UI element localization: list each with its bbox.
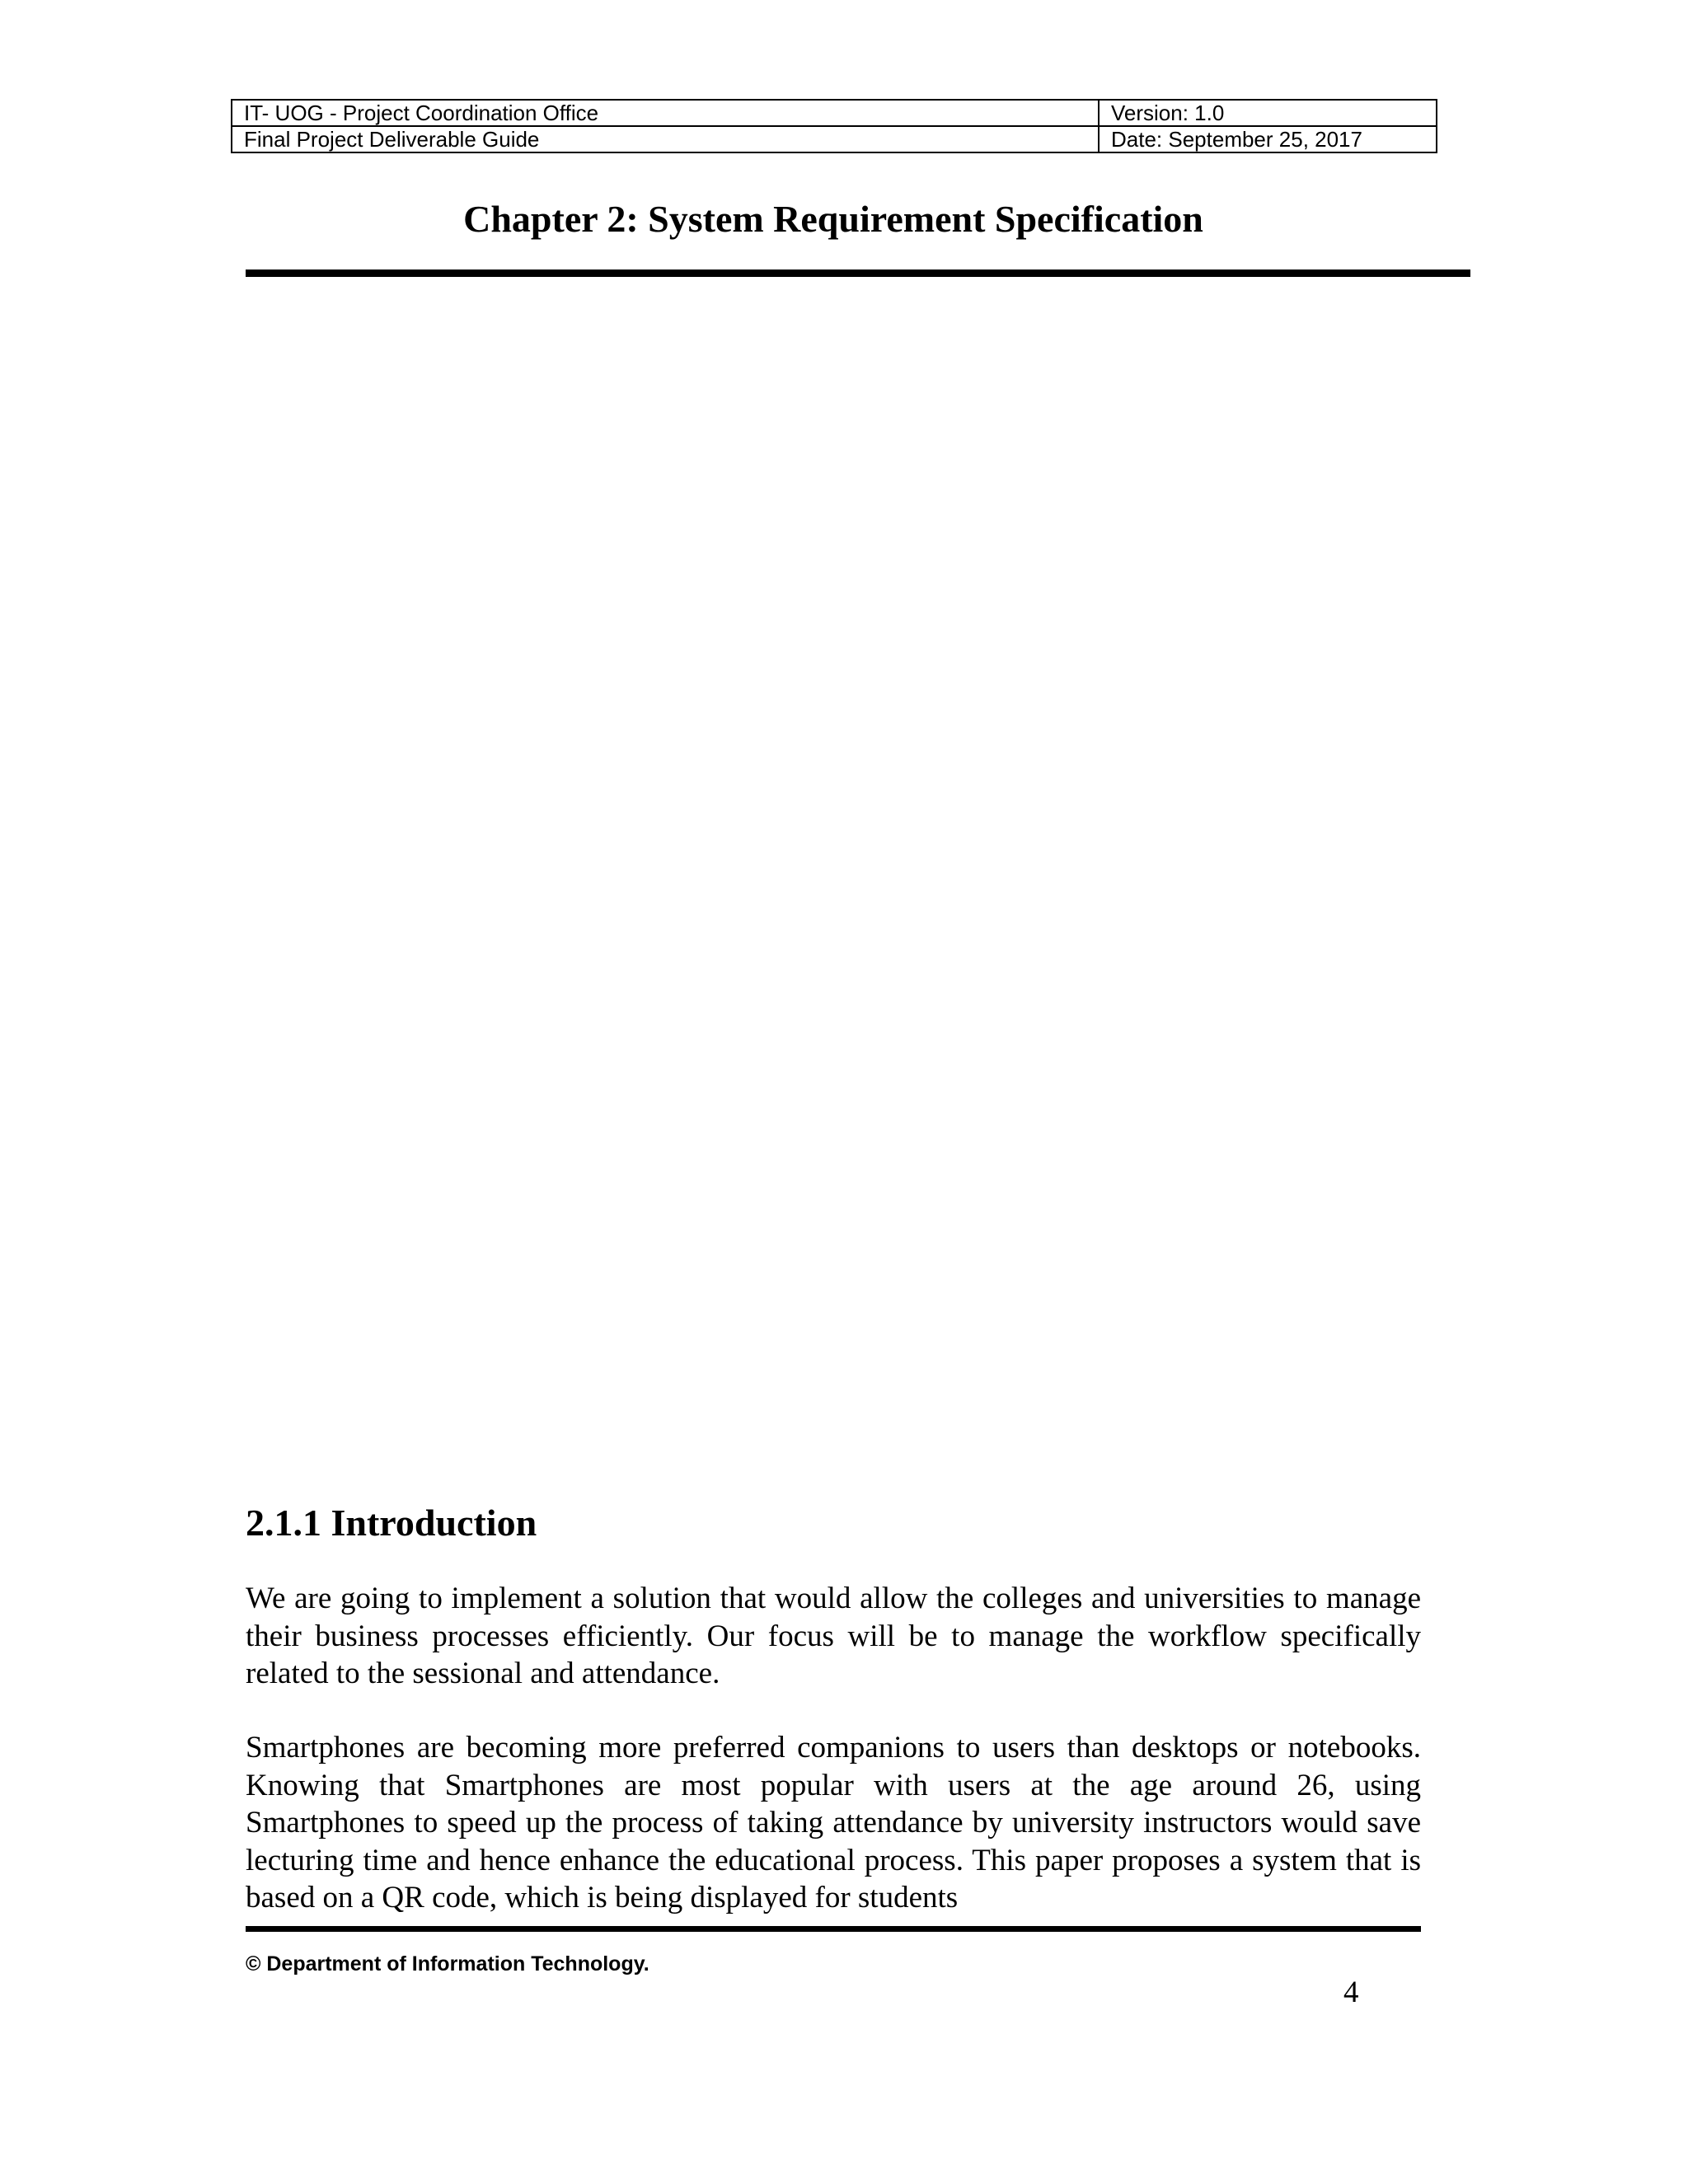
footer-copyright: © Department of Information Technology.: [246, 1952, 649, 1975]
header-office: IT- UOG - Project Coordination Office: [232, 100, 1099, 126]
chapter-title: Chapter 2: System Requirement Specification: [463, 198, 1203, 240]
header-guide: Final Project Deliverable Guide: [232, 126, 1099, 152]
section-heading: 2.1.1 Introduction: [246, 1502, 537, 1544]
document-header-table: [231, 99, 1437, 153]
header-row: [232, 100, 1437, 126]
intro-paragraph: We are going to implement a solution that would allow the colleges and universities to manage their business processes efficiently. Our focus will be to manage the workflow specifically related to the sessional and attendance.: [246, 1582, 1421, 1690]
header-version: Version: 1.0: [1099, 100, 1437, 126]
smartphones-paragraph: Smartphones are becoming more preferred companions to users than desktops or notebooks. Knowing that Smartphones are most popular with users at the age around 26, using Smartphones to speed up the process of taking attendance by university instructors would save lecturing time and hence enhance the educational process. This paper proposes a system that is based on a QR code, which is being displayed for students: [246, 1731, 1421, 1915]
header-date: Date: September 25, 2017: [1099, 126, 1437, 152]
page-number: 4: [1343, 1975, 1359, 2009]
footer-divider: [246, 1926, 1421, 1932]
header-row: [232, 126, 1437, 152]
chapter-divider: [246, 269, 1470, 277]
